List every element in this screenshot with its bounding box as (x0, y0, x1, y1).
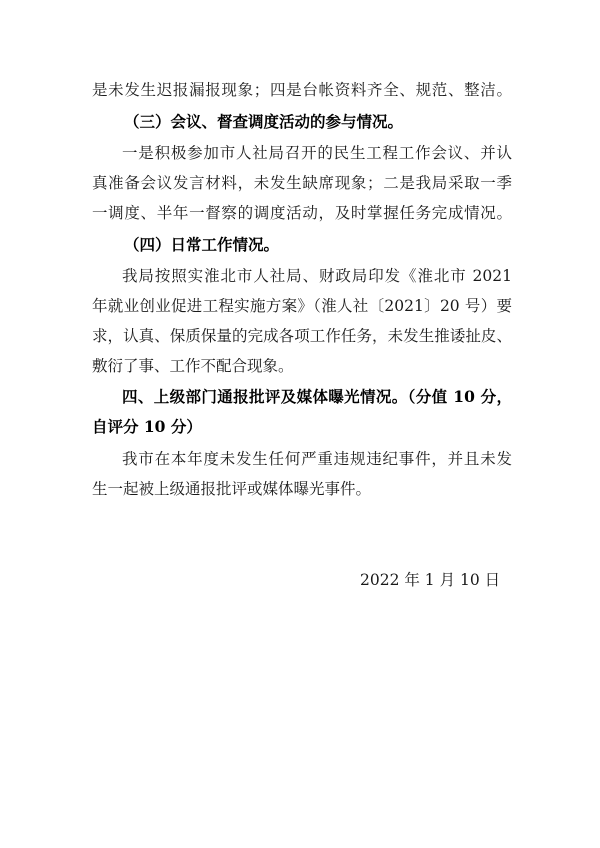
paragraph-line: 求，认真、保质保量的完成各项工作任务，未发生推诿扯皮、 (92, 327, 512, 345)
section-heading: （三）会议、督查调度活动的参与情况。 (124, 112, 404, 131)
paragraph-line: 年就业创业促进工程实施方案》（淮人社〔2021〕20 号）要 (92, 297, 512, 315)
paragraph-line: 生一起被上级通报批评或媒体曝光事件。 (92, 480, 372, 498)
paragraph-line: 一调度、半年一督察的调度活动，及时掌握任务完成情况。 (92, 204, 512, 222)
section-heading: 四、上级部门通报批评及媒体曝光情况。（分值 10 分， (122, 387, 512, 406)
document-date: 2022 年 1 月 10 日 (360, 571, 501, 589)
paragraph-line: 我市在本年度未发生任何严重违规违纪事件，并且未发 (122, 450, 512, 468)
paragraph-line: 敷衍了事、工作不配合现象。 (92, 357, 294, 375)
section-heading: （四）日常工作情况。 (124, 235, 280, 254)
paragraph-line: 一是积极参加市人社局召开的民生工程工作会议、并认 (122, 144, 512, 162)
paragraph-line: 我局按照实淮北市人社局、财政局印发《淮北市 2021 (122, 267, 512, 285)
paragraph-line: 真准备会议发言材料，未发生缺席现象；二是我局采取一季 (92, 174, 512, 192)
section-heading: 自评分 10 分） (92, 417, 202, 436)
paragraph-line: 是未发生迟报漏报现象；四是台帐资料齐全、规范、整洁。 (92, 81, 512, 99)
